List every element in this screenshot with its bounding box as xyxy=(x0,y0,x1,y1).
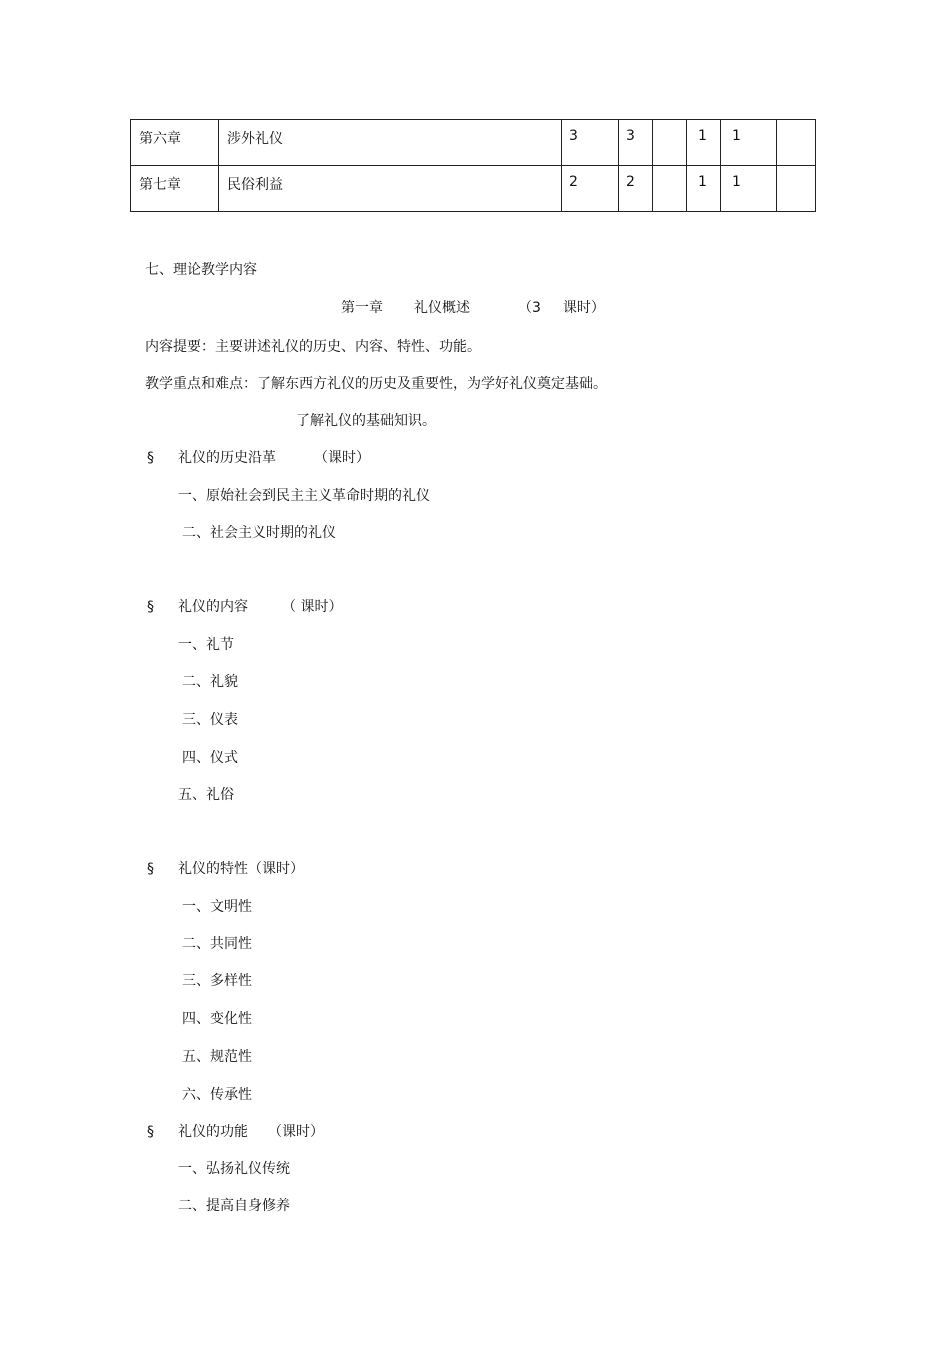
section-characteristics xyxy=(147,860,304,878)
chapter-title: 礼仪概述 xyxy=(414,300,470,316)
key-points-continued: 了解礼仪的基础知识。 xyxy=(296,413,436,429)
chapter-heading xyxy=(341,299,605,317)
table-cell: 2 xyxy=(619,166,653,212)
section-hours: （课时） xyxy=(268,1124,324,1140)
list-item: 五、礼俗 xyxy=(178,787,234,803)
list-item: 二、社会主义时期的礼仪 xyxy=(182,525,336,541)
table-cell xyxy=(777,166,816,212)
table-cell-chapter: 第六章 xyxy=(131,120,219,166)
table-cell: 1 xyxy=(721,120,777,166)
key-points: 教学重点和难点：了解东西方礼仪的历史及重要性，为学好礼仪奠定基础。 xyxy=(145,376,607,392)
list-item: 二、提高自身修养 xyxy=(178,1198,290,1214)
chapter-hours-open: （3 xyxy=(518,300,541,316)
table-cell: 1 xyxy=(721,166,777,212)
content-summary: 内容提要：主要讲述礼仪的历史、内容、特性、功能。 xyxy=(145,339,481,355)
list-item: 四、仪式 xyxy=(182,750,238,766)
list-item: 一、原始社会到民主主义革命时期的礼仪 xyxy=(178,488,430,504)
section-history xyxy=(147,449,370,467)
list-item: 一、文明性 xyxy=(182,899,252,915)
table-cell: 1 xyxy=(687,166,721,212)
section-mark: § xyxy=(147,450,154,466)
table-cell-title: 涉外礼仪 xyxy=(219,120,562,166)
table-row xyxy=(131,120,816,166)
section-title: 礼仪的历史沿革 xyxy=(178,450,276,466)
section-hours: （ 课时） xyxy=(282,599,343,615)
list-item: 一、礼节 xyxy=(178,637,234,653)
list-item: 二、礼貌 xyxy=(182,674,238,690)
section-title: 礼仪的功能 xyxy=(178,1124,248,1140)
table-cell: 1 xyxy=(687,120,721,166)
section-hours: （课时） xyxy=(314,450,370,466)
table-row xyxy=(131,166,816,212)
section-mark: § xyxy=(147,599,154,615)
section-title: 礼仪的内容 xyxy=(178,599,248,615)
table-cell: 3 xyxy=(562,120,619,166)
list-item: 四、变化性 xyxy=(182,1011,252,1027)
table-cell: 2 xyxy=(562,166,619,212)
section-title: 礼仪的特性（课时） xyxy=(178,861,304,877)
section-functions xyxy=(147,1123,324,1141)
list-item: 二、共同性 xyxy=(182,936,252,952)
list-item: 六、传承性 xyxy=(182,1087,252,1103)
table-cell xyxy=(653,166,687,212)
course-hours-table xyxy=(130,119,816,212)
list-item: 三、仪表 xyxy=(182,712,238,728)
section-mark: § xyxy=(147,861,154,877)
list-item: 一、弘扬礼仪传统 xyxy=(178,1161,290,1177)
section-content xyxy=(147,598,342,616)
table-cell xyxy=(777,120,816,166)
chapter-hours-unit: 课时） xyxy=(562,300,605,316)
table-cell-title: 民俗利益 xyxy=(219,166,562,212)
table-cell xyxy=(653,120,687,166)
chapter-number: 第一章 xyxy=(341,300,383,316)
list-item: 五、规范性 xyxy=(182,1049,252,1065)
table-cell-chapter: 第七章 xyxy=(131,166,219,212)
table-cell: 3 xyxy=(619,120,653,166)
section-mark: § xyxy=(147,1124,154,1140)
section-heading: 七、理论教学内容 xyxy=(145,262,257,278)
list-item: 三、多样性 xyxy=(182,973,252,989)
